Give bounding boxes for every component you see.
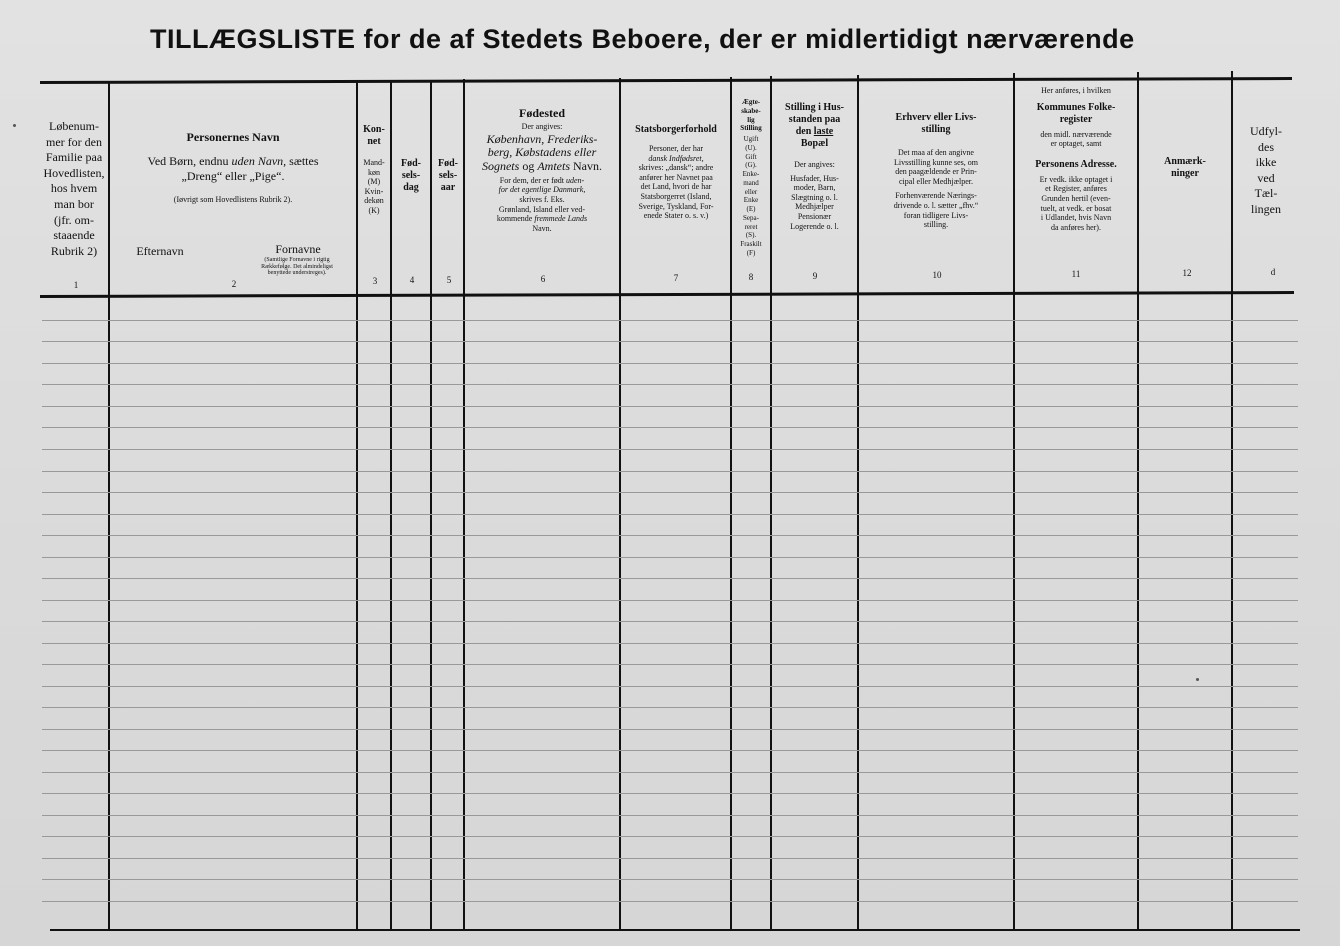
column-number: 1 [73,280,79,290]
page-title: TILLÆGSLISTE for de af Stedets Beboere, der er midlertidigt nærværende [150,24,1135,54]
column-divider [1231,71,1233,930]
column-number: 2 [231,279,237,289]
header-bottom-rule [40,291,1294,298]
column-number: 8 [748,272,754,282]
column-header-firstnames: Fornavne [275,242,321,256]
column-header-family-number: Løbenum- mer for den Familie paa Hovedlisten, hos hvem man bor (jfr. om- staaende Rubrik 2) [43,119,105,258]
column-number: 6 [540,274,546,284]
column-header-names: Personernes Navn Ved Børn, endnu uden Navn, sættes „Dreng“ eller „Pige“. (Iøvrigt som Hovedlistens Rubrik 2). [147,130,319,204]
paper-speck [13,124,16,127]
column-header-marital-status: Ægte- skabe- lig Stilling Ugift (U). Gift (G). Enke- mand eller Enke (E) Sepa- reret (S). Fraskilt (F) [740,98,762,257]
column-number: 9 [812,271,818,281]
column-header-surname: Efternavn [136,244,184,258]
column-header-birth-year: Fød- sels- aar [438,158,458,193]
column-number: 11 [1071,269,1081,279]
form-bottom-rule [50,929,1300,931]
column-number: d [1270,267,1276,277]
column-number: 12 [1182,268,1192,278]
column-header-not-filled: Udfyl- des ikke ved Tæl- lingen [1250,124,1282,216]
column-number: 5 [446,275,452,285]
column-number: 3 [372,276,378,286]
paper-speck [1196,678,1199,681]
column-divider [1137,72,1139,930]
column-header-birth-day: Fød- sels- dag [401,158,421,193]
column-number: 4 [409,275,415,285]
header-top-rule [40,77,1292,84]
column-header-remarks: Anmærk- ninger [1164,156,1206,179]
column-header-citizenship: Statsborgerforhold Personer, der har dansk Indfødsret, skrives: „dansk“; andre anfører her Navnet paa det Land, hvori de har Statsborgerret (Island, Sverige, Tyskland, For- enede Stater o. s. v.) [635,124,717,221]
column-divider [430,80,432,930]
column-number: 10 [932,270,942,280]
column-header-birthplace: Fødested Der angives: København, Frederiks- berg, Købstadens eller Sognets og Amtets Navn. For dem, der er født uden- for det egentlige Danmark, skrives f. Eks. Grønland, Island eller ved- kommende fremmede Lands Navn. [481,106,602,233]
column-header-sex: Kon- net Mand- køn (M) Kvin- dekøn (K) [363,124,385,215]
column-divider [390,80,392,930]
column-header-register-address: Her anføres, i hvilken Kommunes Folke- register den midl. nærværende er optaget, samt Personens Adresse. Er vedk. ikke optaget i et Register, anføres Grunden hertil (even- tuelt, at vedk. er bosat i Udlandet, hvis Navn da anføres her). [1035,86,1117,232]
column-header-household-position: Stilling i Hus- standen paa den laste Bopæl Der angives: Husfader, Hus- moder, Barn, Slægtning o. l. Medhjælper Pensionær Logerende o. l. [785,102,844,231]
column-number: 7 [673,273,679,283]
firstnames-note: (Samtlige Fornavne i rigtig Rækkefølge. Det almindeligst benyttede understreges). [261,257,333,277]
column-header-occupation: Erhverv eller Livs- stilling Det maa af den angivne Livsstilling kunne ses, om den paagældende er Prin- cipal eller Medhjælper. Forhenværende Nærings- drivende o. l. sætter „fhv.“ foran tidligere Livs- stilling. [893,112,979,230]
